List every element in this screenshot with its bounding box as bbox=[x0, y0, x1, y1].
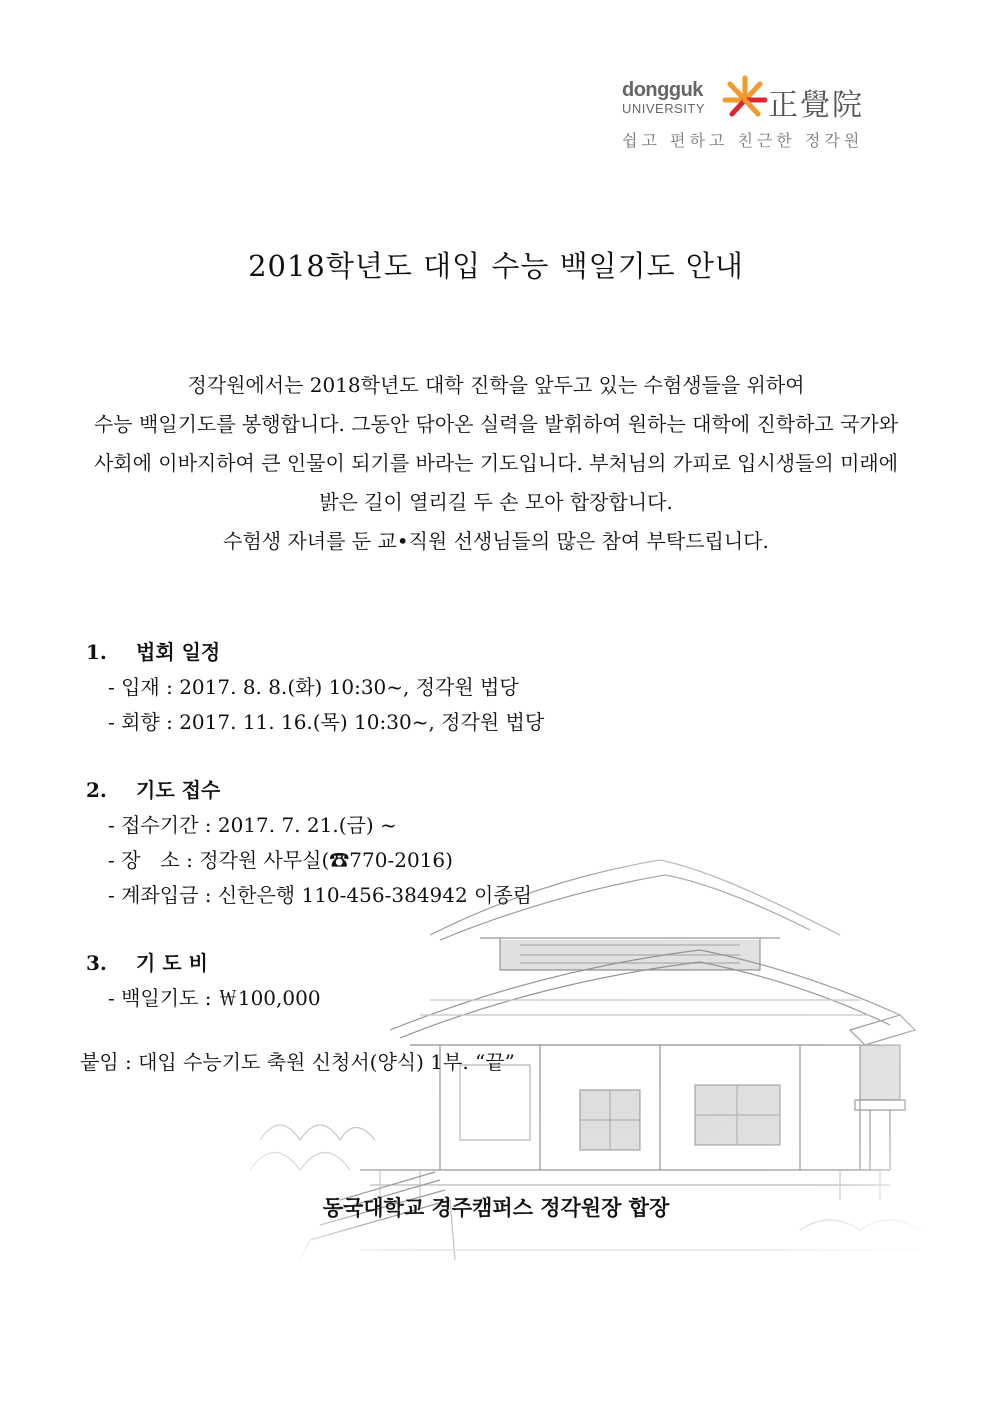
intro-line: 수험생 자녀를 둔 교•직원 선생님들의 많은 참여 부탁드립니다. bbox=[223, 529, 769, 553]
section-title: 법회 일정 bbox=[136, 640, 221, 664]
intro-line: 수능 백일기도를 봉행합니다. 그동안 닦아온 실력을 발휘하여 원하는 대학에 진학하고 국가와 bbox=[93, 412, 899, 436]
attachment-note: 붙임 : 대입 수능기도 축원 신청서(양식) 1부. “끝” bbox=[80, 1050, 515, 1074]
list-item: - 백일기도 : ￦100,000 bbox=[108, 986, 321, 1010]
list-item: - 계좌입금 : 신한은행 110-456-384942 이종림 bbox=[108, 883, 533, 907]
brand-korean: 正覺院 bbox=[768, 88, 864, 123]
intro-paragraph bbox=[60, 366, 932, 561]
intro-line: 사회에 이바지하여 큰 인물이 되기를 바라는 기도입니다. 부처님의 가피로 입시생들의 미래에 bbox=[93, 451, 899, 475]
section-title: 기 도 비 bbox=[136, 951, 208, 975]
signature: 동국대학교 경주캠퍼스 정각원장 합장 bbox=[322, 1195, 670, 1220]
list-item: - 장 소 : 정각원 사무실(☎770-2016) bbox=[108, 848, 453, 872]
list-item: - 입재 : 2017. 8. 8.(화) 10:30~, 정각원 법당 bbox=[108, 675, 519, 699]
page-title: 2018학년도 대입 수능 백일기도 안내 bbox=[248, 249, 744, 283]
sections-list bbox=[86, 634, 926, 1016]
intro-line: 정각원에서는 2018학년도 대학 진학을 앞두고 있는 수험생들을 위하여 bbox=[187, 373, 805, 397]
section-title: 기도 접수 bbox=[136, 778, 221, 802]
lotus-sunburst-icon bbox=[722, 74, 768, 120]
brand-english-line1: dongguk bbox=[622, 79, 703, 101]
section-number: 2. bbox=[86, 778, 107, 802]
section-heading bbox=[86, 634, 926, 670]
section-heading bbox=[86, 772, 926, 808]
logo-slogan: 쉽고 편하고 친근한 정각원 bbox=[622, 131, 864, 150]
list-item: - 회향 : 2017. 11. 16.(목) 10:30~, 정각원 법당 bbox=[108, 710, 545, 734]
intro-line: 밝은 길이 열리길 두 손 모아 합장합니다. bbox=[319, 490, 673, 514]
section-number: 3. bbox=[86, 951, 107, 975]
section-number: 1. bbox=[86, 640, 107, 664]
dongguk-jeonggakwon-logo bbox=[618, 72, 888, 152]
brand-english-line2: UNIVERSITY bbox=[622, 101, 706, 116]
section-heading bbox=[86, 945, 926, 981]
brand-english bbox=[622, 80, 705, 115]
list-item: - 접수기간 : 2017. 7. 21.(금) ~ bbox=[108, 813, 397, 837]
